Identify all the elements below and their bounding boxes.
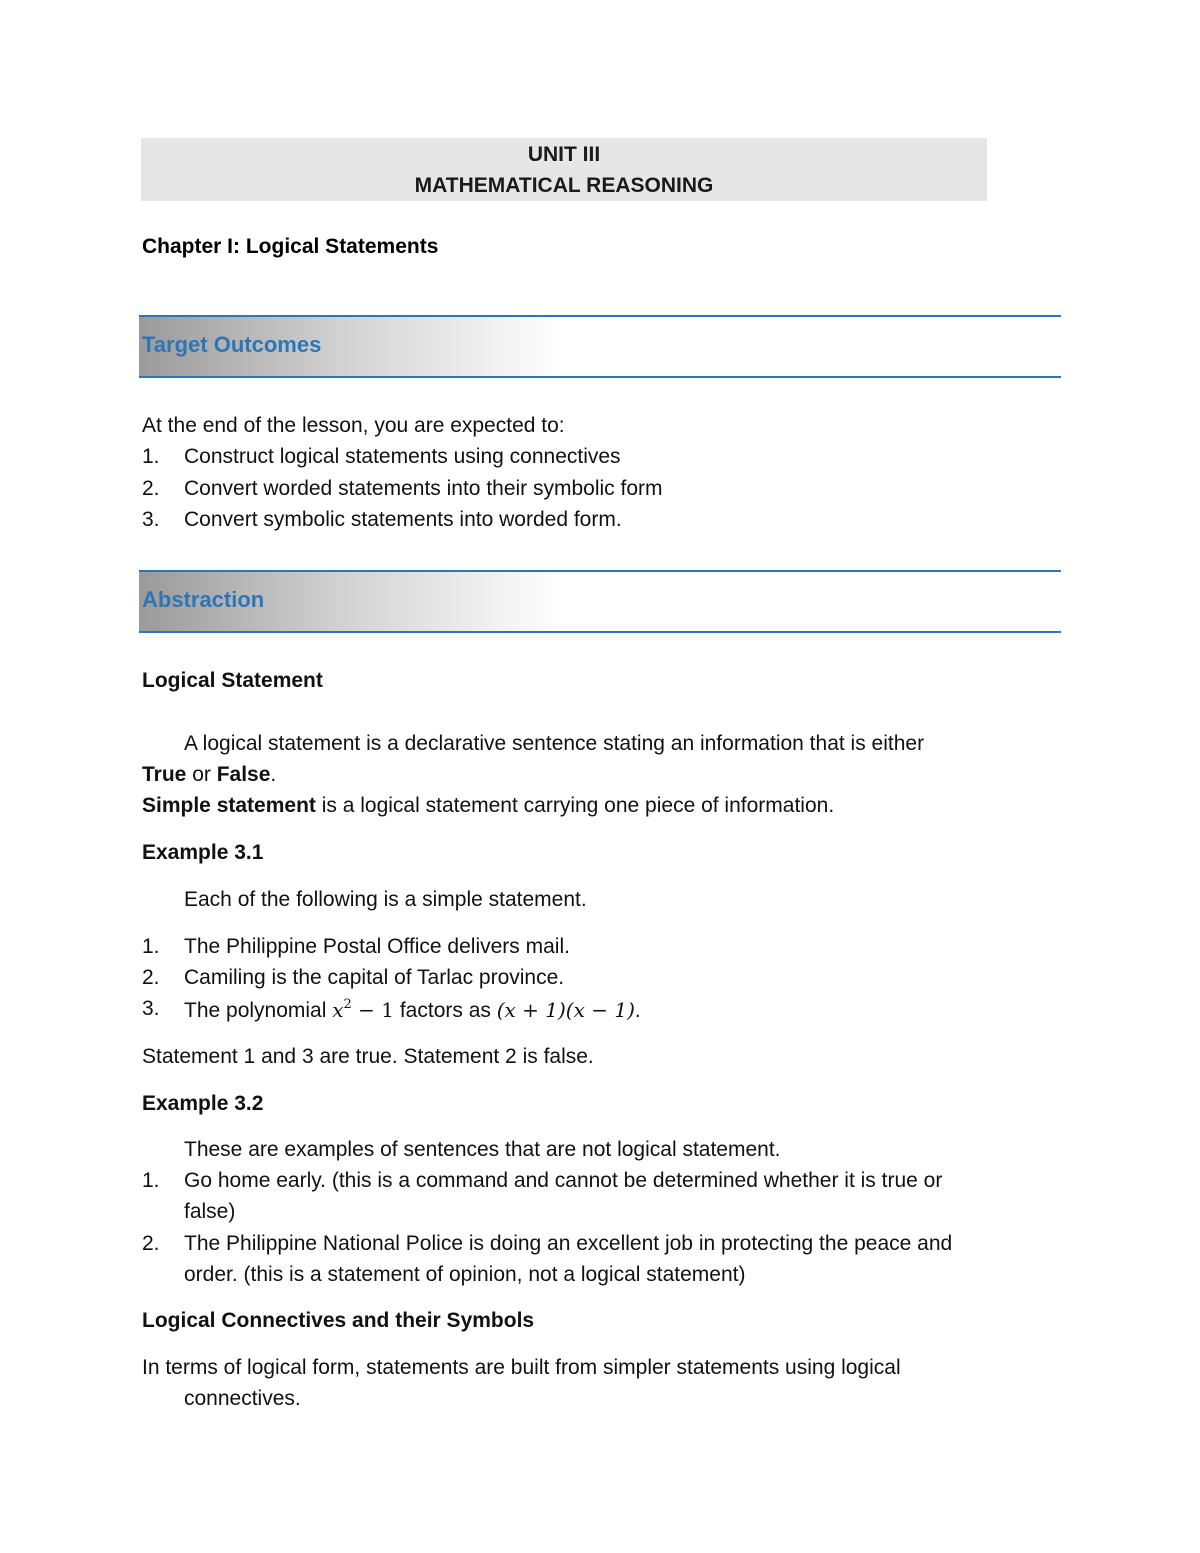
example-3-1-num-2: 2.: [142, 966, 160, 989]
poly-base: x: [332, 998, 344, 1022]
polynomial-expression: [332, 998, 394, 1022]
unit-title: MATHEMATICAL REASONING: [414, 174, 714, 197]
simple-statement-term: Simple statement: [142, 794, 316, 817]
example-3-1-num-3: 3.: [142, 997, 160, 1020]
example-3-1-conclusion: Statement 1 and 3 are true. Statement 2 is false.: [142, 1045, 594, 1068]
example-3-1-heading: Example 3.1: [142, 841, 264, 864]
period: .: [270, 763, 277, 786]
simple-statement-rest: is a logical statement carrying one piece of information.: [315, 794, 835, 817]
item3-end: .: [634, 999, 641, 1022]
example-3-1-item-2: Camiling is the capital of Tarlac province.: [184, 966, 565, 989]
abstraction-banner: [139, 570, 1061, 633]
chapter-title: Chapter I: Logical Statements: [142, 235, 439, 258]
outcome-num-3: 3.: [142, 508, 160, 531]
outcome-num-2: 2.: [142, 477, 160, 500]
example-3-2-item-1-line-1: Go home early. (this is a command and cannot be determined whether it is true or: [184, 1169, 943, 1192]
factored-expression: (x + 1)(x − 1): [496, 998, 635, 1022]
logical-statement-definition: A logical statement is a declarative sentence stating an information that is either: [184, 732, 925, 755]
item3-pre: The polynomial: [184, 999, 333, 1022]
outcome-item-1: Construct logical statements using connectives: [184, 445, 621, 468]
example-3-2-item-2-line-2: order. (this is a statement of opinion, not a logical statement): [184, 1263, 746, 1286]
or-word: or: [186, 763, 217, 786]
abstraction-heading: Abstraction: [142, 587, 265, 612]
connectives-line-2: connectives.: [184, 1387, 301, 1410]
poly-exponent: 2: [343, 997, 352, 1012]
example-3-1-item-1: The Philippine Postal Office delivers mail.: [184, 935, 570, 958]
example-3-1-intro: Each of the following is a simple statement.: [184, 888, 587, 911]
outcomes-intro: At the end of the lesson, you are expected to:: [142, 414, 565, 437]
example-3-2-item-2-line-1: The Philippine National Police is doing an excellent job in protecting the peace and: [184, 1232, 953, 1255]
outcome-item-2: Convert worded statements into their symbolic form: [184, 477, 663, 500]
true-word: True: [142, 763, 187, 786]
example-3-2-intro: These are examples of sentences that are not logical statement.: [184, 1138, 781, 1161]
item3-mid: factors as: [394, 999, 497, 1022]
target-outcomes-banner: [139, 315, 1061, 378]
unit-number: UNIT III: [527, 143, 601, 166]
outcome-item-3: Convert symbolic statements into worded form.: [184, 508, 622, 531]
example-3-2-num-2: 2.: [142, 1232, 160, 1255]
example-3-2-item-1-line-2: false): [184, 1200, 236, 1223]
connectives-line-1: In terms of logical form, statements are built from simpler statements using logical: [142, 1356, 901, 1379]
false-word: False: [216, 763, 271, 786]
true-false-line: [142, 763, 276, 787]
poly-rest: − 1: [351, 998, 395, 1022]
outcome-num-1: 1.: [142, 445, 160, 468]
example-3-2-heading: Example 3.2: [142, 1092, 264, 1115]
example-3-2-num-1: 1.: [142, 1169, 160, 1192]
connectives-heading: Logical Connectives and their Symbols: [142, 1309, 535, 1332]
target-outcomes-heading: Target Outcomes: [142, 332, 322, 357]
logical-statement-heading: Logical Statement: [142, 669, 323, 692]
unit-header-box: [141, 138, 987, 201]
simple-statement-definition: [142, 794, 834, 818]
example-3-1-item-3: [184, 997, 641, 1023]
example-3-1-num-1: 1.: [142, 935, 160, 958]
